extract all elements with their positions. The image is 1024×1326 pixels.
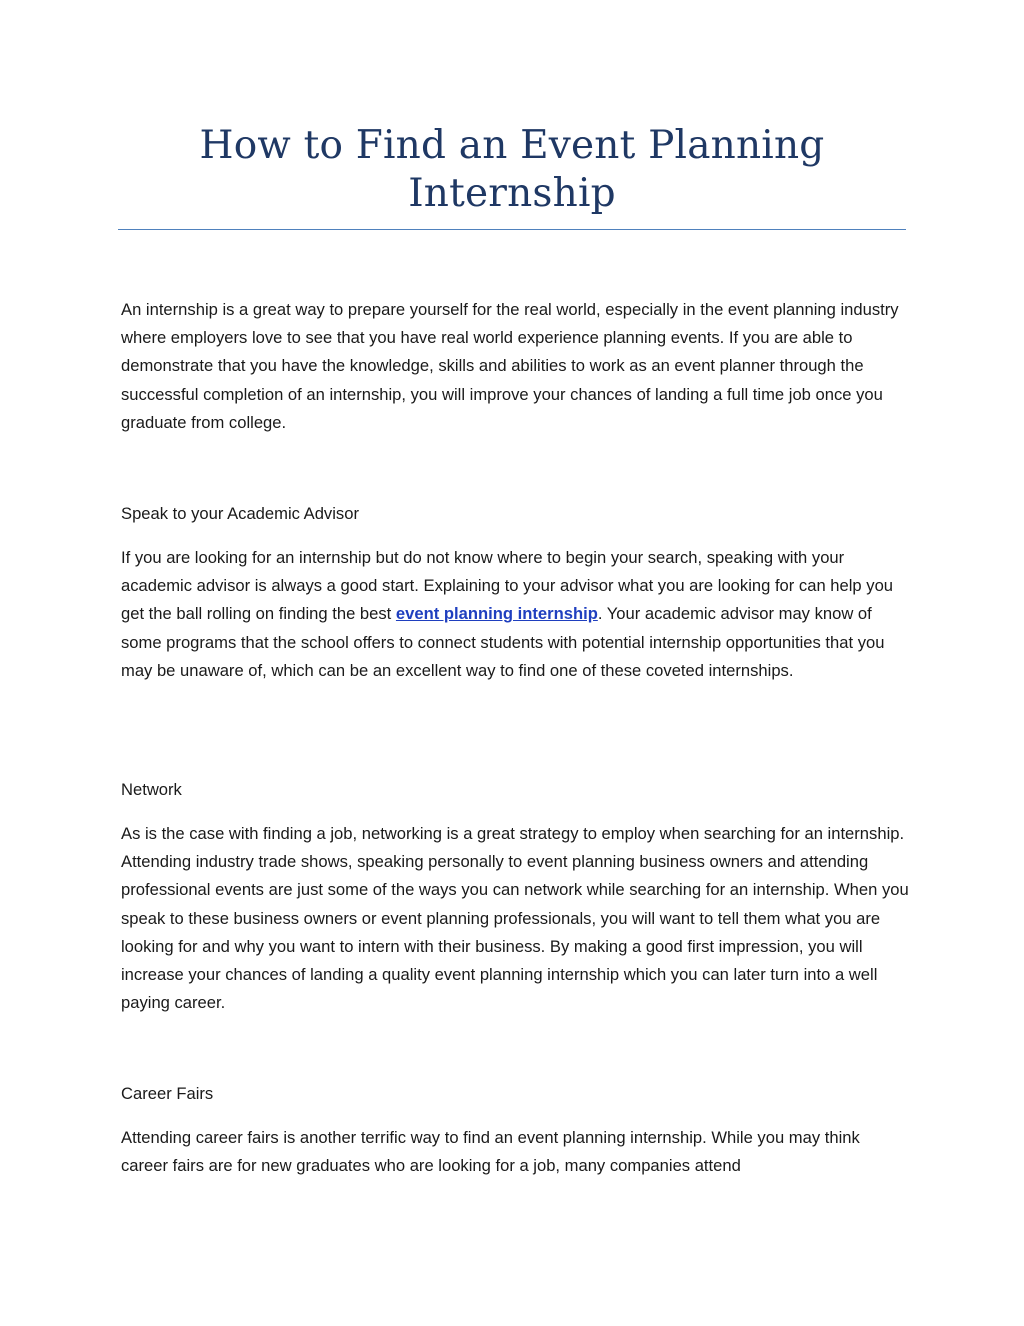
section-paragraph-network: As is the case with finding a job, networking is a great strategy to employ when searching for an internship. Attending industry trade shows, speaking personally to event planning business owners and attending professional events are just some of the ways you can network while searching for an internship. When you speak to these business owners or event planning professionals, you will want to tell them what you are looking for and why you want to intern with their business. By making a good first impression, you will increase your chances of landing a quality event planning internship which you can later turn into a well paying career. [121,824,909,1013]
section-heading-academic-advisor: Speak to your Academic Advisor [121,504,359,523]
section-heading-career-fairs: Career Fairs [121,1084,214,1103]
section-heading-network: Network [121,780,182,799]
title-line-1: How to Find an Event Planning [199,123,825,168]
page-title [118,122,906,218]
section-paragraph-academic-advisor [121,544,911,685]
section-paragraph-career-fairs: Attending career fairs is another terrific way to find an event planning internship. While you may think career fairs are for new graduates who are looking for a job, many companies attend [121,1128,860,1176]
title-block [118,122,906,218]
intro-paragraph: An internship is a great way to prepare yourself for the real world, especially in the event planning industry where employers love to see that you have real world experience planning events. If you are able to demonstrate that you have the knowledge, skills and abilities to work as an event planner through the successful completion of an internship, you will improve your chances of landing a full time job once you graduate from college. [121,300,899,432]
paragraph-text: . Your academic advisor may know of some programs that the school offers to connect students with potential internship opportunities that you may be unaware of, which can be an excellent way to find one of these coveted internships. [121,604,885,680]
paragraph-text: If you are looking for an internship but do not know where to begin your search, speaking with your academic advisor is always a good start. Explaining to your advisor what you are looking for can help you get the ball rolling on finding the best [121,548,894,624]
event-planning-internship-link[interactable]: event planning internship [395,604,598,624]
title-line-2: Internship [408,171,616,216]
title-underline [118,229,906,230]
